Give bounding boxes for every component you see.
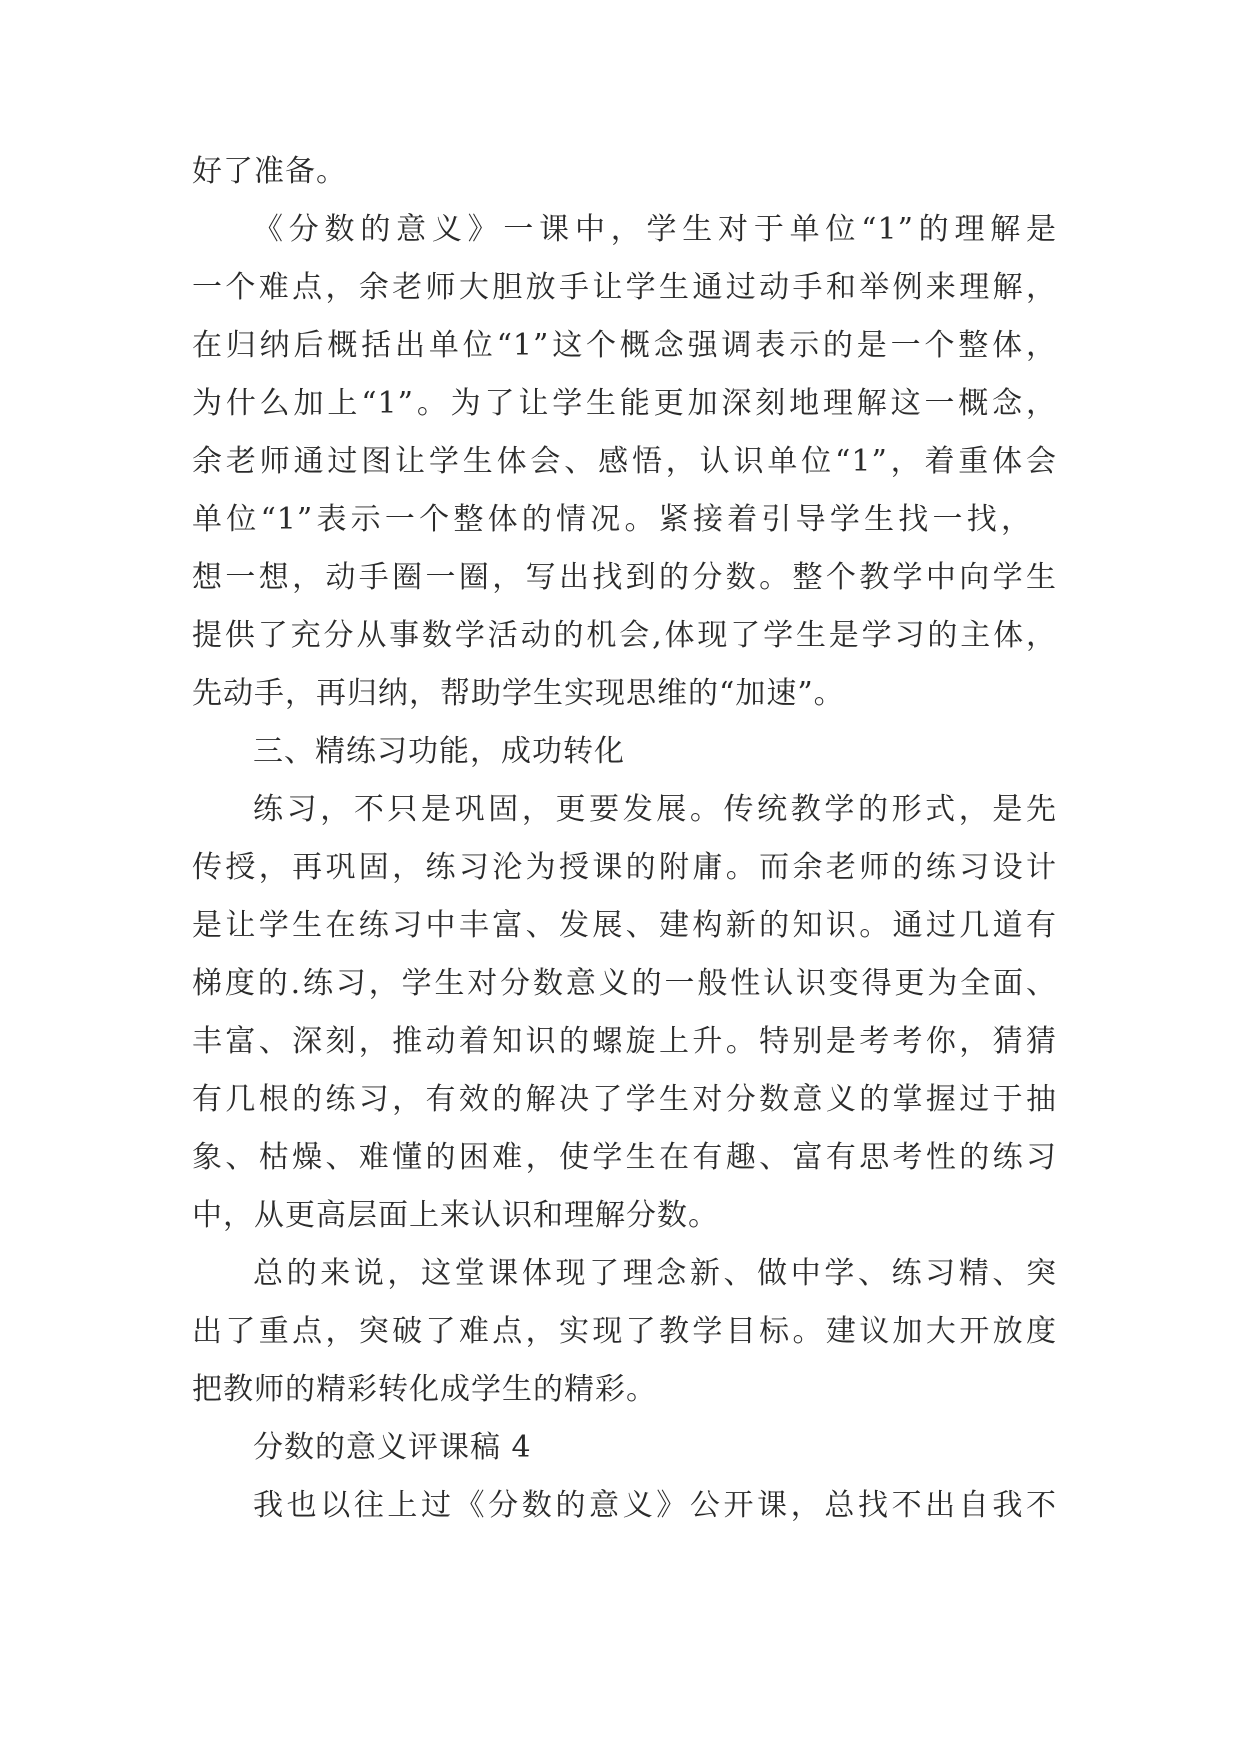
text-line: 出了重点，突破了难点，实现了教学目标。建议加大开放度 [192,1314,1057,1349]
text-line: 单位“1”表示一个整体的情况。紧接着引导学生找一找， [192,502,1032,537]
text-line: 我也以往上过《分数的意义》公开课，总找不出自我不 [253,1488,1057,1523]
text-line: 传授，再巩固，练习沦为授课的附庸。而余老师的练习设计 [192,850,1057,885]
text-line: 有几根的练习，有效的解决了学生对分数意义的掌握过于抽 [192,1082,1057,1117]
text-line: 先动手，再归纳，帮助学生实现思维的“加速”。 [192,676,845,711]
text-line: 好了准备。 [192,154,347,189]
text-line: 《分数的意义》一课中，学生对于单位“1”的理解是 [253,212,1057,247]
text-line: 一个难点，余老师大胆放手让学生通过动手和举例来理解， [192,270,1057,305]
text-line: 在归纳后概括出单位“1”这个概念强调表示的是一个整体， [192,328,1057,363]
text-line: 练习，不只是巩固，更要发展。传统教学的形式，是先 [253,792,1057,827]
text-line: 提供了充分从事数学活动的机会,体现了学生是学习的主体， [192,618,1057,653]
text-line: 余老师通过图让学生体会、感悟，认识单位“1”，着重体会 [192,444,1057,479]
text-line: 丰富、深刻，推动着知识的螺旋上升。特别是考考你，猜猜 [192,1024,1057,1059]
section-heading: 三、精练习功能，成功转化 [253,734,625,769]
text-line: 象、枯燥、难懂的困难，使学生在有趣、富有思考性的练习 [192,1140,1057,1175]
text-line: 是让学生在练习中丰富、发展、建构新的知识。通过几道有 [192,908,1057,943]
text-line: 为什么加上“1”。为了让学生能更加深刻地理解这一概念， [192,386,1057,421]
section-heading: 分数的意义评课稿 4 [253,1430,532,1465]
text-line: 总的来说，这堂课体现了理念新、做中学、练习精、突 [253,1256,1057,1291]
text-line: 中，从更高层面上来认识和理解分数。 [192,1198,719,1233]
text-line: 梯度的.练习，学生对分数意义的一般性认识变得更为全面、 [192,966,1057,1001]
text-line: 把教师的精彩转化成学生的精彩。 [192,1372,657,1407]
text-line: 想一想，动手圈一圈，写出找到的分数。整个教学中向学生 [192,560,1057,595]
